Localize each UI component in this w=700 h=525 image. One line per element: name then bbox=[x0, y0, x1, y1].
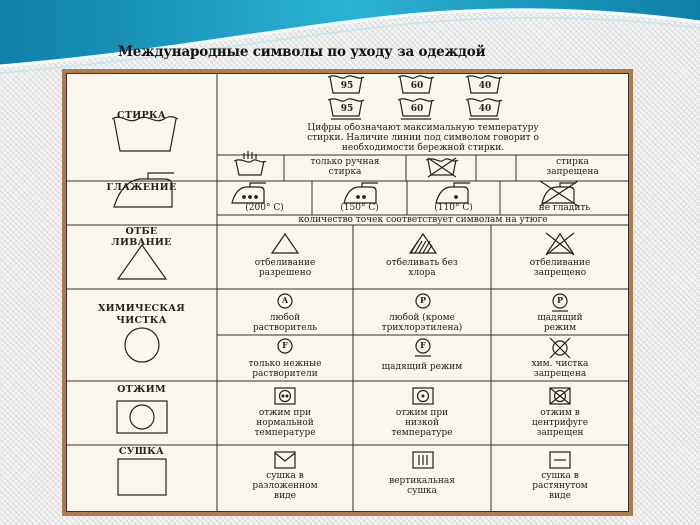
dryclean-f-gentle-label: щадящий режим bbox=[381, 362, 463, 372]
dry-flat-line3: виде bbox=[274, 491, 296, 501]
dry-vertical-line1: вертикальная bbox=[389, 476, 455, 486]
spin-low-line1: отжим при bbox=[395, 408, 449, 418]
bleach-forbidden-line2: запрещено bbox=[533, 268, 587, 278]
wash-note-line1: Цифры обозначают максимальную температуру bbox=[307, 123, 539, 133]
wash-temp-40-gentle: 40 bbox=[478, 104, 492, 114]
page-title: Международные символы по уходу за одеждой bbox=[118, 44, 486, 60]
wash-temp-40: 40 bbox=[478, 81, 492, 91]
dry-flat-line2: разложенном bbox=[252, 481, 318, 491]
spin-low-line2: низкой bbox=[405, 418, 439, 428]
spin-low-icon bbox=[413, 388, 433, 404]
dryclean-forbidden-line1: хим. чистка bbox=[531, 359, 589, 369]
dryclean-letter-f: F bbox=[282, 340, 288, 350]
hand-wash-line1: только ручная bbox=[310, 157, 380, 167]
hand-wash-line2: стирка bbox=[328, 167, 362, 177]
dryclean-letter-a: A bbox=[281, 295, 289, 305]
no-iron-label: не гладить bbox=[538, 203, 591, 213]
dry-stretched-line2: растянутом bbox=[532, 481, 588, 491]
dry-square-icon bbox=[118, 459, 166, 495]
iron-high-icon bbox=[232, 183, 266, 203]
bleach-no-chlorine-line1: отбеливать без bbox=[386, 258, 458, 268]
spin-normal-icon bbox=[275, 388, 295, 404]
spin-normal-line2: нормальной bbox=[256, 418, 314, 428]
dryclean-p-gentle-line2: режим bbox=[543, 323, 577, 333]
iron-temp-low: (110° C) bbox=[434, 203, 473, 213]
category-dryclean-line1: ХИМИЧЕСКАЯ bbox=[97, 303, 186, 314]
dryclean-p-line1: любой (кроме bbox=[389, 313, 455, 323]
wash-temp-95: 95 bbox=[340, 81, 354, 91]
washtub-icon bbox=[112, 117, 178, 151]
wash-temp-60: 60 bbox=[410, 81, 424, 91]
iron-note: количество точек соответствует символам на утюге bbox=[298, 215, 548, 225]
iron-temp-medium: (150° C) bbox=[340, 203, 379, 213]
dryclean-p-line2: трихлорэтилена) bbox=[381, 323, 463, 333]
dry-stretched-line1: сушка в bbox=[541, 471, 579, 481]
no-wash-icon bbox=[426, 158, 458, 177]
spin-forbidden-line2: центрифуге bbox=[531, 418, 589, 428]
care-symbols-table bbox=[66, 73, 629, 512]
wash-note-line3: необходимости бережной стирки. bbox=[341, 143, 505, 153]
bleach-allowed-line1: отбеливание bbox=[254, 258, 316, 268]
bleach-forbidden-line1: отбеливание bbox=[529, 258, 591, 268]
dryclean-forbidden-icon bbox=[550, 338, 570, 358]
dry-stretched-icon bbox=[550, 452, 570, 468]
dryclean-letter-f-gentle: F bbox=[420, 340, 426, 350]
spin-forbidden-icon bbox=[550, 388, 570, 404]
no-wash-line1: стирка bbox=[556, 157, 589, 167]
dryclean-p-gentle-line1: щадящий bbox=[537, 313, 583, 323]
dry-flat-icon bbox=[275, 452, 295, 468]
category-dry: СУШКА bbox=[118, 446, 165, 457]
bleach-allowed-line2: разрешено bbox=[258, 268, 312, 278]
spin-forbidden-line1: отжим в bbox=[540, 408, 580, 418]
category-bleach-line1: ОТБЕ bbox=[125, 226, 158, 237]
category-spin: ОТЖИМ bbox=[117, 384, 166, 395]
bleach-triangle-icon bbox=[118, 245, 166, 279]
dryclean-f-line2: растворители bbox=[252, 369, 318, 379]
category-wash: СТИРКА bbox=[117, 110, 166, 121]
tumble-square-icon bbox=[117, 401, 167, 433]
spin-normal-line3: температуре bbox=[254, 428, 316, 438]
dry-stretched-line3: виде bbox=[549, 491, 571, 501]
dryclean-f-line1: только нежные bbox=[248, 359, 322, 369]
category-bleach-line2: ЛИВАНИЕ bbox=[111, 237, 172, 248]
bleach-no-chlorine-icon bbox=[410, 234, 436, 253]
dry-flat-line1: сушка в bbox=[266, 471, 304, 481]
spin-low-line3: температуре bbox=[391, 428, 453, 438]
spin-normal-line1: отжим при bbox=[258, 408, 312, 418]
dry-vertical-line2: сушка bbox=[407, 486, 437, 496]
category-iron: ГЛАЖЕНИЕ bbox=[106, 182, 177, 193]
iron-medium-icon bbox=[344, 183, 378, 203]
bleach-allowed-icon bbox=[272, 234, 298, 253]
wash-temp-60-gentle: 60 bbox=[410, 104, 424, 114]
dry-vertical-icon bbox=[413, 452, 433, 468]
no-wash-line2: запрещена bbox=[546, 167, 599, 177]
iron-low-icon bbox=[436, 183, 470, 203]
wash-note-line2: стирки. Наличие линии под символом говорит о bbox=[307, 133, 539, 143]
bleach-no-chlorine-line2: хлора bbox=[408, 268, 436, 278]
header-wave bbox=[0, 0, 700, 80]
spin-forbidden-line3: запрещен bbox=[536, 428, 584, 438]
dryclean-letter-p-gentle: P bbox=[556, 295, 563, 305]
category-dryclean-line2: ЧИСТКА bbox=[116, 315, 167, 326]
dryclean-letter-p: P bbox=[419, 295, 426, 305]
iron-temp-high: (200° C) bbox=[245, 203, 284, 213]
dryclean-forbidden-line2: запрещена bbox=[533, 369, 587, 379]
dryclean-circle-icon bbox=[125, 328, 159, 362]
dryclean-any-line1: любой bbox=[269, 313, 301, 323]
dryclean-any-line2: растворитель bbox=[252, 323, 318, 333]
wash-temp-95-gentle: 95 bbox=[340, 104, 354, 114]
bleach-forbidden-icon bbox=[546, 233, 574, 255]
